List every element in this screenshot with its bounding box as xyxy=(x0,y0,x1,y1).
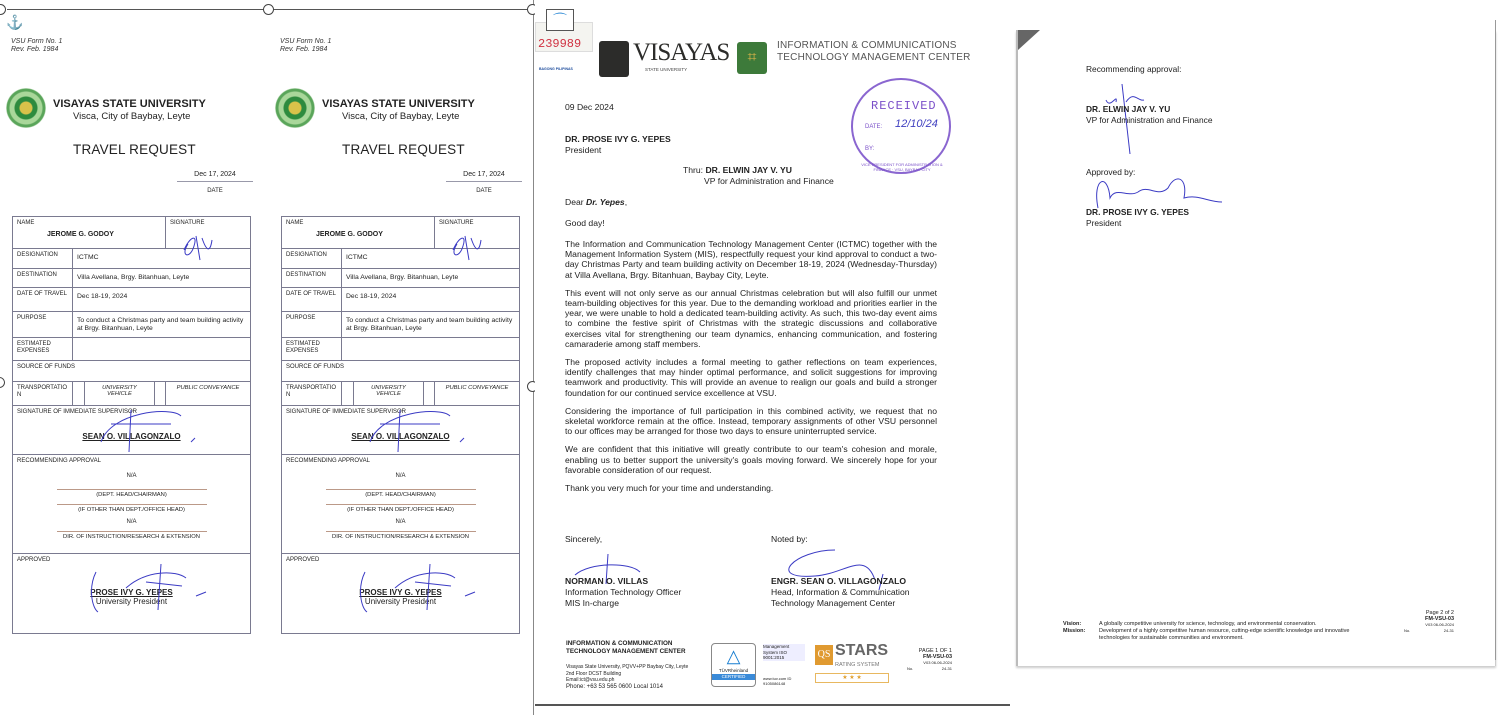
row-transportation: TRANSPORTATIO N UNIVERSITY VEHICLE PUBLIC CONVEYANCE xyxy=(282,382,520,406)
form-title: TRAVEL REQUEST xyxy=(73,142,196,157)
row-destination: DESTINATION Villa Avellana, Brgy. Bitanhuan, Leyte xyxy=(13,269,251,288)
signer1-name: NORMAN O. VILLAS xyxy=(565,576,649,586)
university-address: Visca, City of Baybay, Leyte xyxy=(342,111,460,122)
row-recommending: RECOMMENDING APPROVAL N/A (DEPT. HEAD/CHAIRMAN) (IF OTHER THAN DEPT./OFFICE HEAD) N/A DIR. OF INSTRUCTION/RESEARCH & EXTENSION xyxy=(13,455,251,554)
signer1-title: Information Technology Officer xyxy=(565,587,682,597)
row-name: NAME JEROME G. GODOY SIGNATURE xyxy=(282,217,520,249)
row-name: NAME JEROME G. GODOY SIGNATURE xyxy=(13,217,251,249)
row-purpose: PURPOSE To conduct a Christmas party and team building activity at Brgy. Bitanhuan, Leyte xyxy=(282,312,520,338)
bagong-pilipinas-logo: BAGONG PILIPINAS xyxy=(539,67,573,71)
vp-name: DR. ELWIN JAY V. YU xyxy=(1086,104,1171,114)
iso-label: Management System ISO 9001:2015 xyxy=(763,644,805,661)
signer2-title2: Technology Management Center xyxy=(771,598,896,608)
row-expenses: ESTIMATED EXPENSES xyxy=(282,338,520,361)
addressee: DR. PROSE IVY G. YEPES xyxy=(565,134,671,144)
row-expenses: ESTIMATED EXPENSES xyxy=(13,338,251,361)
rating-stars: ★ ★ ★ xyxy=(815,673,889,683)
layout-options-icon[interactable]: ⌒ xyxy=(546,9,574,31)
date-label: DATE xyxy=(476,188,492,194)
row-transportation: TRANSPORTATIO N UNIVERSITY VEHICLE PUBLIC CONVEYANCE xyxy=(13,382,251,406)
checkbox-public-conveyance xyxy=(155,382,166,406)
president-name: PROSE IVY G. YEPES xyxy=(359,588,442,597)
paragraph: Considering the importance of full participation in this combined activity, we request that no skeletal workforce remain at the office. Instead, temporary assignments of other VSU personnel to our offices may be arranged for those two days to ensure uninterrupted service. xyxy=(565,405,937,437)
row-approved: APPROVED PROSE IVY G. YEPES University President xyxy=(282,554,520,634)
row-designation: DESIGNATION ICTMC xyxy=(13,249,251,269)
thru-line: Thru: DR. ELWIN JAY V. YU xyxy=(683,165,792,175)
row-designation: DESIGNATION ICTMC xyxy=(282,249,520,269)
paragraph: The proposed activity includes a formal meeting to gather reflections on team experiences, identify challenges that may hinder optimal performance, and solicit suggestions for improving teamwork and productivity. This will provide an avenue to realign our goals and build a stronger foundation for our continued service excellence at VSU. xyxy=(565,357,937,398)
page-info: Page 2 of 2 FM-VSU-03 V03 06-06-2024 No. 24-31 xyxy=(1404,610,1454,633)
page-border xyxy=(1495,20,1496,660)
president-title: President xyxy=(1086,218,1122,228)
qs-stars: STARS xyxy=(835,642,889,659)
vp-title: VP for Administration and Finance xyxy=(1086,115,1213,125)
row-funds: SOURCE OF FUNDS xyxy=(282,361,520,382)
salutation: Dear Dr. Yepes, xyxy=(565,197,628,207)
letter-date: 09 Dec 2024 xyxy=(565,102,614,112)
date-label: DATE xyxy=(207,188,223,194)
resize-handle[interactable] xyxy=(263,4,274,15)
form-number: VSU Form No. 1 Rev. Feb. 1984 xyxy=(11,38,63,53)
qs-logo: QS xyxy=(815,645,833,665)
form-title: TRAVEL REQUEST xyxy=(342,142,465,157)
row-supervisor: SIGNATURE OF IMMEDIATE SUPERVISOR SEAN O. VILLAGONZALO xyxy=(13,406,251,455)
noted-by: Noted by: xyxy=(771,534,808,544)
footer-office: INFORMATION & COMMUNICATION TECHNOLOGY MANAGEMENT CENTER xyxy=(566,640,686,655)
tuv-certified-logo: △ TÜVRheinland CERTIFIED xyxy=(711,643,756,687)
anchor-icon[interactable]: ⚓ xyxy=(6,14,24,30)
paragraph: This event will not only serve as our annual Christmas celebration but will also fulfill our unmet team-building objectives for this year. Due to the demanding workload and priorities earlier in the year, we were unable to hold a dedicated team-building activity. As such, this two-day event aims to combine the festive spirit of Christmas with the strategic discussions and collaborative exercises vital for strengthening our team dynamics, enhancing communication, and fostering camaraderie among staff members. xyxy=(565,287,937,349)
travel-request-form-copy xyxy=(280,0,530,640)
president-name: DR. PROSE IVY G. YEPES xyxy=(1086,207,1190,217)
signer2-name: ENGR. SEAN O. VILLAGONZALO xyxy=(771,576,907,586)
row-supervisor: SIGNATURE OF IMMEDIATE SUPERVISOR SEAN O. VILLAGONZALO xyxy=(282,406,520,455)
university-address: Visca, City of Baybay, Leyte xyxy=(73,111,191,122)
travel-request-table xyxy=(12,216,251,634)
qs-rating: RATING SYSTEM xyxy=(835,662,880,668)
supervisor-name: SEAN O. VILLAGONZALO xyxy=(351,432,450,441)
row-approved: APPROVED PROSE IVY G. YEPES University President xyxy=(13,554,251,634)
signer2-title: Head, Information & Communication xyxy=(771,587,910,597)
approved-label: Approved by: xyxy=(1086,167,1136,177)
university-name: VISAYAS STATE UNIVERSITY xyxy=(322,98,475,110)
received-stamp: RECEIVED DATE: 12/10/24 BY: VICE PRESIDENT FOR ADMINISTRATION & FINANCE · VSU, BAYBAY CITY xyxy=(851,78,951,174)
vision-mission-labels: Vision: Mission: xyxy=(1063,621,1086,634)
greeting: Good day! xyxy=(565,218,605,228)
page-fold xyxy=(1018,30,1040,50)
paragraph: We are confident that this initiative will greatly contribute to our team's cohesion and morale, enabling us to better support the university's goals moving forward. We sincerely hope for your favorable consideration of our request. xyxy=(565,444,937,475)
vsu-logo-text: VISAYAS xyxy=(633,39,730,66)
signer1-title2: MIS In-charge xyxy=(565,598,619,608)
form-number: VSU Form No. 1 Rev. Feb. 1984 xyxy=(280,38,332,53)
checkbox-university-vehicle xyxy=(342,382,354,406)
vsu-seal-logo xyxy=(6,88,46,128)
footer-contact: Visayas State University, PQVV+PP Baybay City, Leyte 2nd Floor DCST Building Email:ict@vsu.edu.ph Phone: +63 53 565 0600 Local 1014 xyxy=(566,664,689,690)
row-destination: DESTINATION Villa Avellana, Brgy. Bitanhuan, Leyte xyxy=(282,269,520,288)
page-edge xyxy=(535,704,1010,706)
closing: Sincerely, xyxy=(565,534,603,544)
travel-request-page xyxy=(0,0,534,715)
recommending-label: Recommending approval: xyxy=(1086,64,1182,74)
thanks: Thank you very much for your time and understanding. xyxy=(565,483,774,494)
checkbox-public-conveyance xyxy=(424,382,435,406)
paragraph: The Information and Communication Technology Management Center (ICTMC) together with the Management Information System (MIS), respectfully request your kind approval to conduct a two-day Christmas Party and team building activity on December 18-19, 2024 (Wednesday-Thursday) at Villa Avellana, Brgy. Bitanhuan, Baybay City, Leyte. xyxy=(565,239,937,280)
vision-mission-text: A globally competitive university for science, technology, and environmental conservation. Development of a highly competitive human resource, cutting-edge scientific knowledge and innovative technologies for sustainable communities and environment. xyxy=(1099,621,1350,641)
request-date: Dec 17, 2024 xyxy=(177,171,253,182)
travel-request-table xyxy=(281,216,520,634)
addressee-title: President xyxy=(565,145,602,155)
letter-page-2 xyxy=(1016,30,1496,666)
row-purpose: PURPOSE To conduct a Christmas party and team building activity at Brgy. Bitanhuan, Leyte xyxy=(13,312,251,338)
row-date-of-travel: DATE OF TRAVEL Dec 18-19, 2024 xyxy=(13,288,251,312)
university-name: VISAYAS STATE UNIVERSITY xyxy=(53,98,206,110)
supervisor-name: SEAN O. VILLAGONZALO xyxy=(82,432,181,441)
resize-handle[interactable] xyxy=(0,377,5,388)
row-funds: SOURCE OF FUNDS xyxy=(13,361,251,382)
traveler-name: JEROME G. GODOY xyxy=(316,231,383,238)
vsu-seal-logo xyxy=(275,88,315,128)
president-name: PROSE IVY G. YEPES xyxy=(90,588,173,597)
vsu-logo-sub: STATE UNIVERSITY xyxy=(645,67,688,72)
page-info: PAGE 1 OF 1 FM-VSU-03 V03 06-06-2024 No. 24-31 xyxy=(907,648,952,671)
letter-body xyxy=(565,239,937,493)
request-letter-page xyxy=(535,0,1010,715)
checkbox-university-vehicle xyxy=(73,382,85,406)
row-date-of-travel: DATE OF TRAVEL Dec 18-19, 2024 xyxy=(282,288,520,312)
tuv-url: www.tuv.com ID 9105086148 xyxy=(763,676,792,686)
tracking-sticker: 239989 xyxy=(535,22,593,52)
office-name: INFORMATION & COMMUNICATIONS TECHNOLOGY MANAGEMENT CENTER xyxy=(777,40,971,63)
traveler-name: JEROME G. GODOY xyxy=(47,231,114,238)
ictmc-logo: ⌗ xyxy=(737,42,767,74)
travel-request-form xyxy=(11,0,261,640)
request-date: Dec 17, 2024 xyxy=(446,171,522,182)
row-recommending: RECOMMENDING APPROVAL N/A (DEPT. HEAD/CHAIRMAN) (IF OTHER THAN DEPT./OFFICE HEAD) N/A DIR. OF INSTRUCTION/RESEARCH & EXTENSION xyxy=(282,455,520,554)
vsu-logo-mark xyxy=(599,41,629,77)
thru-title: VP for Administration and Finance xyxy=(704,176,834,186)
